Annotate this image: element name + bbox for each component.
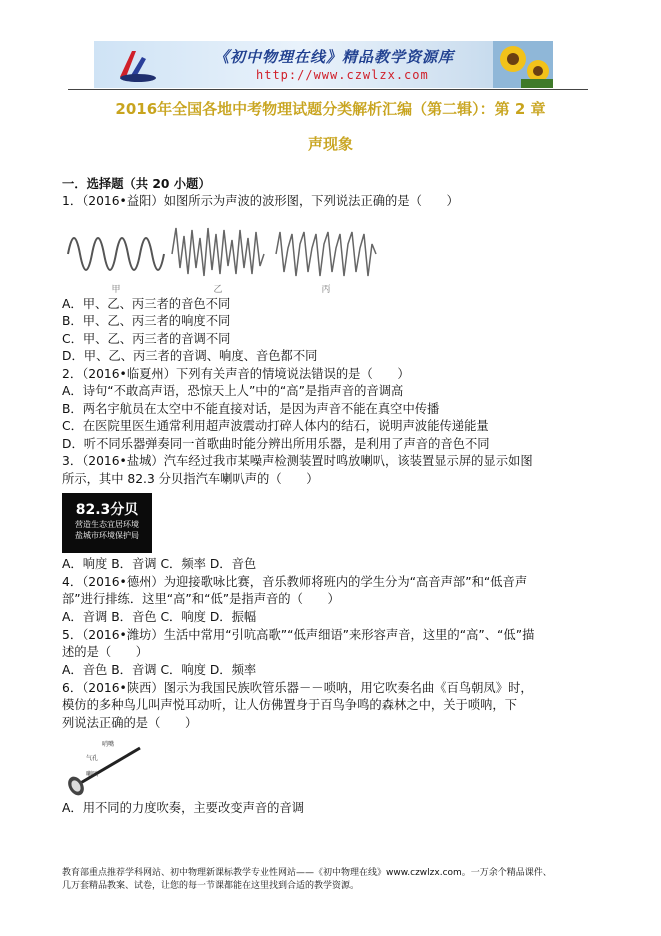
- question-4-cont: 部”进行排练．这里“高”和“低”是指声音的（ ）: [62, 592, 340, 606]
- suona-label-hole: 气孔: [86, 755, 99, 762]
- option-1d: D．甲、乙、丙三者的音调、响度、音色都不同: [62, 349, 318, 363]
- header-rule: [68, 89, 588, 90]
- footer-line-1: 教育部重点推荐学科网站、初中物理新课标教学专业性网站——《初中物理在线》www.czwlzx.com。一万余个精品课件、: [62, 868, 552, 878]
- suona-figure: [66, 738, 146, 800]
- option-2d: D．听不同乐器弹奏同一首歌曲时能分辨出所用乐器，是利用了声音的音色不同: [62, 437, 490, 451]
- option-1a: A．甲、乙、丙三者的音色不同: [62, 297, 231, 311]
- question-6-cont1: 模仿的多种鸟儿叫声悦耳动听，让人仿佛置身于百鸟争鸣的森林之中，关于唢呐，下: [62, 698, 517, 712]
- noise-value: 82.3分贝: [75, 502, 139, 518]
- question-1: 1．（2016•益阳）如图所示为声波的波形图，下列说法正确的是（ ）: [62, 194, 459, 208]
- question-3: 3．（2016•盐城）汽车经过我市某噪声检测装置时鸣放喇叭，该装置显示屏的显示如图: [62, 454, 533, 468]
- option-1c: C．甲、乙、丙三者的音调不同: [62, 332, 231, 346]
- question-6: 6．（2016•陕西）图示为我国民族吹管乐器－－唢呐，用它吹奏名曲《百鸟朝凤》时，: [62, 681, 533, 695]
- option-5: A．音色 B．音调 C．响度 D．频率: [62, 663, 257, 677]
- suona-label-mouthpiece: 哨嘴: [102, 741, 115, 748]
- option-6a: A．用不同的力度吹奏，主要改变声音的音调: [62, 801, 305, 815]
- wave-label-jia: 甲: [111, 285, 121, 295]
- question-4: 4．（2016•德州）为迎接歌咏比赛，音乐教师将班内的学生分为“高音声部”和“低音声: [62, 575, 528, 589]
- logo-icon: [116, 47, 156, 83]
- question-3-cont: 所示，其中 82.3 分贝指汽车喇叭声的（ ）: [62, 472, 319, 486]
- section-heading: 一．选择题（共 20 小题）: [62, 177, 211, 191]
- question-2: 2．（2016•临夏州）下列有关声音的情境说法错误的是（ ）: [62, 367, 410, 381]
- waveform-figure: [66, 218, 381, 296]
- banner-title: 《初中物理在线》精品教学资源库: [214, 48, 455, 66]
- screen-text-2: 盐城市环境保护局: [75, 531, 139, 540]
- document-title-line2: 声现象: [307, 135, 353, 153]
- wave-label-yi: 乙: [213, 285, 223, 295]
- option-2a: A．诗句“不敢高声语，恐惊天上人”中的“高”是指声音的音调高: [62, 384, 404, 398]
- suona-label-bell: 喇叭: [86, 771, 99, 778]
- option-1b: B．甲、乙、丙三者的响度不同: [62, 314, 231, 328]
- option-2c: C．在医院里医生通常利用超声波震动打碎人体内的结石，说明声波能传递能量: [62, 419, 489, 433]
- sunflower-icon: [493, 41, 553, 88]
- banner-url[interactable]: http://www.czwlzx.com: [256, 68, 429, 82]
- question-6-cont2: 列说法正确的是（ ）: [62, 716, 198, 730]
- noise-display-figure: [62, 493, 152, 553]
- question-5: 5．（2016•潍坊）生活中常用“引吭高歌”“低声细语”来形容声音，这里的“高”、“低”描: [62, 628, 535, 642]
- option-3: A．响度 B．音调 C．频率 D．音色: [62, 557, 257, 571]
- header-banner: [94, 41, 553, 88]
- footer-line-2: 几万套精品教案、试卷，让您的每一节课都能在这里找到合适的教学资源。: [62, 881, 360, 891]
- document-title: 2016年全国各地中考物理试题分类解析汇编（第二辑）：第 2 章: [115, 100, 546, 118]
- option-4: A．音调 B．音色 C．响度 D．振幅: [62, 610, 257, 624]
- screen-text-1: 营造生态宜居环境: [75, 520, 139, 529]
- option-2b: B．两名宇航员在太空中不能直接对话，是因为声音不能在真空中传播: [62, 402, 440, 416]
- question-5-cont: 述的是（ ）: [62, 645, 149, 659]
- wave-label-bing: 丙: [321, 285, 331, 295]
